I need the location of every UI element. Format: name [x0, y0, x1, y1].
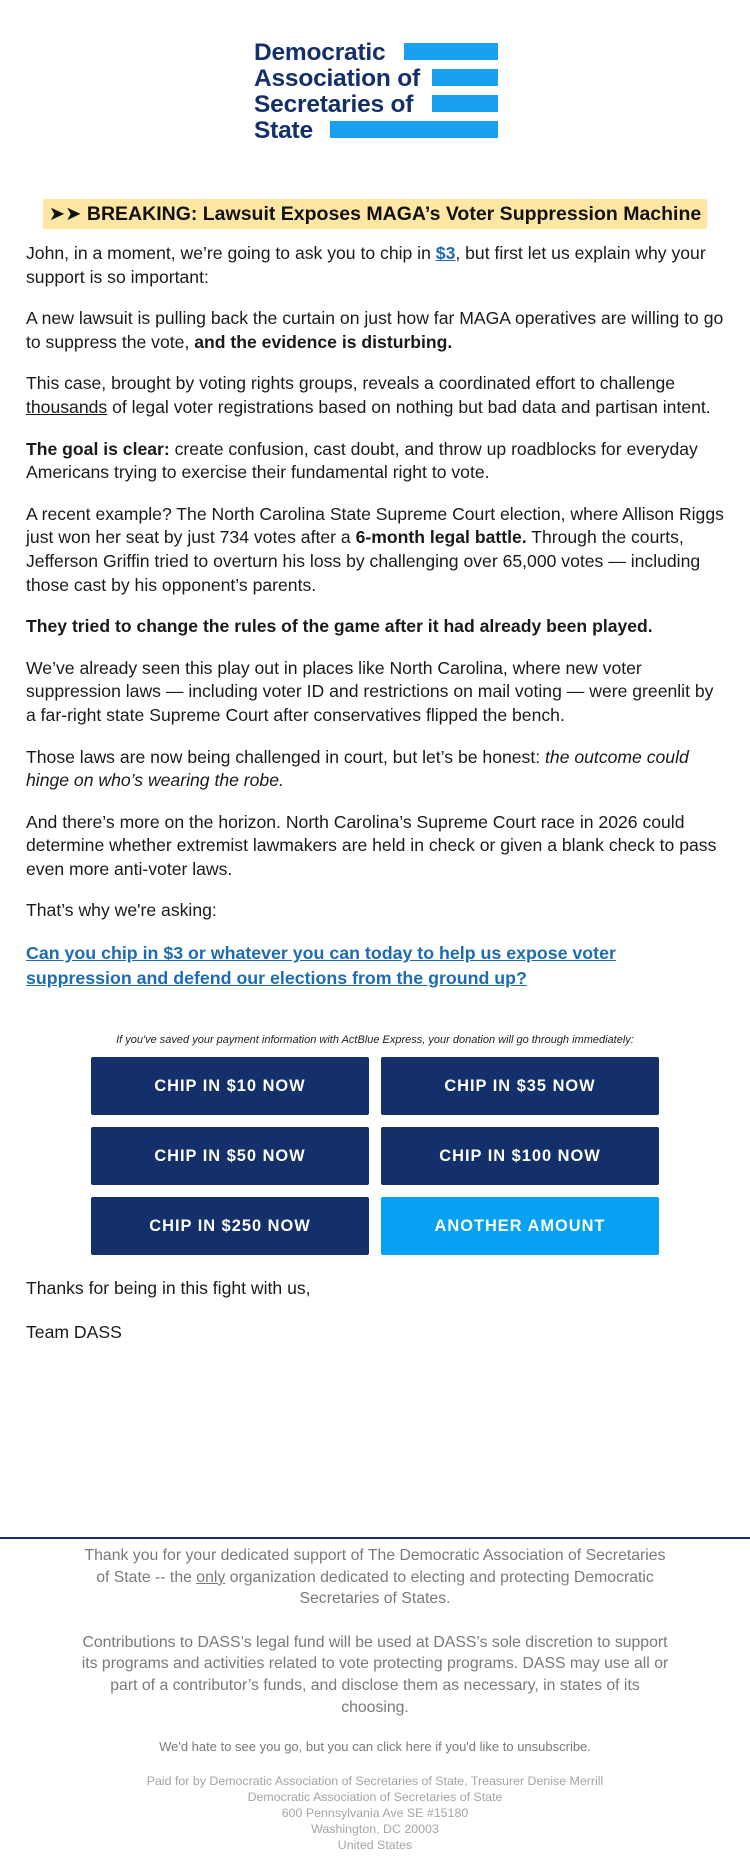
actblue-notice: If you've saved your payment information with ActBlue Express, your donation will go through immediately: [116, 1034, 634, 1046]
double-arrow-icon: ➤➤ [48, 203, 82, 225]
logo-line-3: Secretaries of [254, 91, 414, 118]
logo-bar-3 [432, 95, 498, 112]
address-line-2: Washington, DC 20003 [311, 1822, 439, 1837]
p6-bold: They tried to change the rules of the game after it had already been played. [26, 616, 653, 637]
signoff [26, 1277, 311, 1364]
headline-row [0, 199, 750, 229]
paragraph-1 [26, 242, 726, 289]
signoff-team: Team DASS [26, 1321, 122, 1342]
logo-line-2: Association of [254, 65, 420, 92]
cta-paragraph [26, 941, 726, 990]
logo-line-1: Democratic [254, 39, 386, 66]
paragraph-2 [26, 307, 726, 354]
paragraph-8 [26, 746, 726, 793]
logo-bar-4 [330, 121, 498, 138]
p3-underline: thousands [26, 396, 108, 417]
p2-bold: and the evidence is disturbing. [194, 331, 453, 352]
logo-line-4: State [254, 117, 313, 144]
message-content [26, 242, 726, 1008]
unsubscribe-link[interactable]: We'd hate to see you go, but you can click here if you'd like to unsubscribe. [159, 1739, 591, 1755]
chip-in-3-link[interactable]: $3 [435, 243, 456, 263]
headline-banner [43, 199, 707, 229]
footer-thanks-a: Thank you for your dedicated support of The Democratic Association of Secretaries of State -- the [84, 1547, 666, 1586]
p4-text: create confusion, cast doubt, and throw up roadblocks for everyday Americans trying to exercise their fundamental right to vote. [26, 438, 698, 483]
paragraph-3 [26, 372, 726, 419]
p5-bold: 6-month legal battle. [355, 527, 527, 548]
chip-in-10-button[interactable]: CHIP IN $10 NOW [91, 1057, 369, 1115]
chip-in-100-button[interactable]: CHIP IN $100 NOW [381, 1127, 659, 1185]
footer-disclaimer [80, 1773, 670, 1853]
p3-text-b: of legal voter registrations based on nothing but bad data and partisan intent. [107, 396, 711, 417]
logo-bar-2 [432, 69, 498, 86]
logo-bar-1 [404, 43, 498, 60]
paragraph-7: We’ve already seen this play out in places like North Carolina, where new voter suppression laws — including voter ID and restrictions on mail voting — were greenlit by a far-right state Supreme Court after conservatives flipped the bench. [26, 657, 714, 725]
paragraph-10: That’s why we're asking: [26, 900, 217, 921]
another-amount-button[interactable]: ANOTHER AMOUNT [381, 1197, 659, 1255]
chip-in-250-button[interactable]: CHIP IN $250 NOW [91, 1197, 369, 1255]
headline-text: BREAKING: Lawsuit Exposes MAGA’s Voter Suppression Machine [86, 203, 702, 225]
p2-text: A new lawsuit is pulling back the curtain on just how far MAGA operatives are willing to go to suppress the vote, [26, 308, 724, 352]
p5-text-b: Through the courts, Jefferson Griffin tried to overturn his loss by challenging over 65,000 votes — including those cast by his opponent’s parents. [26, 527, 701, 595]
footer [80, 1545, 670, 1853]
signoff-thanks: Thanks for being in this fight with us, [26, 1278, 311, 1298]
p5-text-a: A recent example? The North Carolina State Supreme Court election, where Allison Riggs just won her seat by just 734 votes after a [26, 503, 724, 548]
p1-text-a: John, in a moment, we’re going to ask you to chip in [26, 243, 436, 263]
footer-thanks-underline: only [196, 1568, 226, 1586]
dass-logo[interactable] [254, 39, 498, 144]
paragraph-9: And there’s more on the horizon. North Carolina’s Supreme Court race in 2026 could determine whether extremist lawmakers are held in check or given a blank check to pass even more anti-voter laws. [26, 811, 717, 879]
footer-thanks-b: organization dedicated to electing and protecting Democratic Secretaries of States. [225, 1568, 654, 1608]
address-line-1: 600 Pennsylvania Ave SE #15180 [281, 1806, 469, 1821]
footer-contributions: Contributions to DASS’s legal fund will be used at DASS’s sole discretion to support its programs and activities related to vote protecting programs. DASS may use all or part of a contributor’s funds, and disclose them as necessary, in states of its choosing. [81, 1633, 669, 1716]
org-name: Democratic Association of Secretaries of State [247, 1790, 503, 1805]
footer-divider [0, 1537, 750, 1539]
p4-bold: The goal is clear: [26, 438, 170, 459]
address-country: United States [337, 1838, 413, 1853]
p8-italic: the outcome could hinge on who’s wearing the robe. [26, 746, 689, 791]
p8-text: Those laws are now being challenged in court, but let’s be honest: [26, 746, 546, 767]
chip-in-35-button[interactable]: CHIP IN $35 NOW [381, 1057, 659, 1115]
paragraph-4 [26, 438, 726, 485]
chip-in-50-button[interactable]: CHIP IN $50 NOW [91, 1127, 369, 1185]
paid-by-text: Paid for by Democratic Association of Secretaries of State, Treasurer Denise Merrill [146, 1774, 604, 1789]
paragraph-6 [26, 615, 726, 639]
footer-thanks [80, 1545, 670, 1610]
p3-text-a: This case, brought by voting rights groups, reveals a coordinated effort to challenge [26, 373, 676, 394]
cta-donate-link[interactable]: Can you chip in $3 or whatever you can today to help us expose voter suppression and defend our elections from the ground up? [26, 943, 616, 988]
p1-text-b: , but first let us explain why your support is so important: [26, 243, 706, 287]
paragraph-5 [26, 503, 726, 597]
